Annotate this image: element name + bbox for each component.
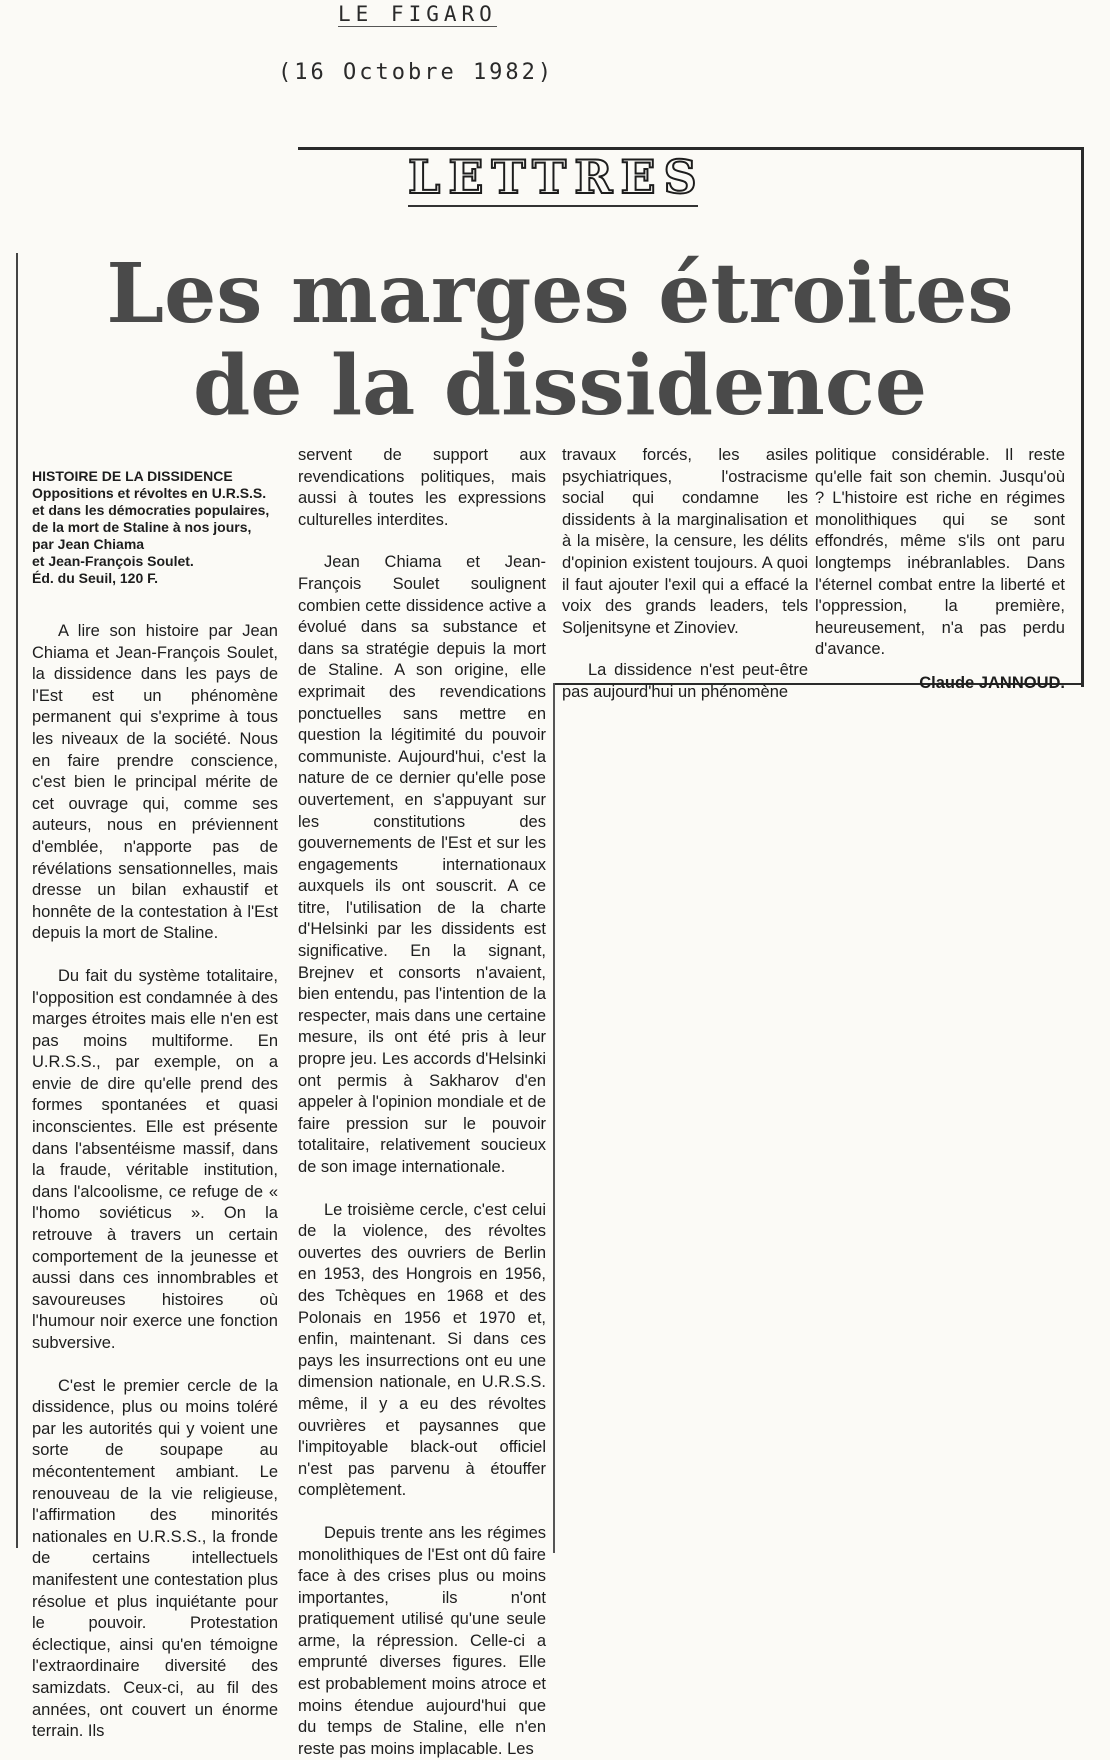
article-column-2 xyxy=(298,445,546,1760)
paragraph: La dissidence n'est peut-être pas aujourd'hui un phénomène xyxy=(562,661,808,701)
paragraph: Le troisième cercle, c'est celui de la violence, des révoltes ouvertes des ouvriers de Berlin en 1953, des Hongrois en 1956, des Tchèques en 1968 et des Polonais en 1956 et 1970 et, enfin, maintenant. Si dans ces pays les insurrections ont eu une dimension nationale, en U.R.S.S. même, il y a eu des révoltes ouvrières et paysannes que l'impitoyable black-out officiel n'est pas parvenu à étouffer complètement. xyxy=(298,1200,546,1500)
paragraph: C'est le premier cercle de la dissidence, plus ou moins toléré par les autorités qui y voient une sorte de soupape au mécontentement ambiant. Le renouveau de la vie religieuse, l'affirmation des minorités nationales en U.R.S.S., la fronde de certains intellectuels manifestent une contestation plus résolue et plus inquiétante pour le pouvoir. Protestation éclectique, ainsi qu'en témoigne l'extraordinaire diversité des samizdats. Ceux-ci, au fil des années, ont couvert un énorme terrain. Ils xyxy=(32,1376,278,1741)
book-authors-2: et Jean-François Soulet. xyxy=(32,553,194,569)
headline xyxy=(40,248,1080,432)
column-divider-rule xyxy=(553,683,555,1553)
article-column-1 xyxy=(32,468,278,1743)
paragraph: travaux forcés, les asiles psychiatriques, l'ostracisme social qui condamne les dissidents à la marginalisation et à la misère, la censure, les délits d'opinion existent toujours. A quoi il faut ajouter l'exil qui a effacé la voix des grands leaders, tels Soljenitsyne et Zinoviev. xyxy=(562,446,808,637)
publication-date: (16 Octobre 1982) xyxy=(278,60,555,85)
author-signature: Claude JANNOUD. xyxy=(919,673,1065,692)
book-title: Oppositions et révoltes en U.R.S.S. et dans les démocraties populaires, de la mort de Staline à nos jours, xyxy=(32,485,270,535)
paragraph: servent de support aux revendications politiques, mais aussi à toutes les expressions culturelles interdites. xyxy=(298,446,546,529)
right-rule xyxy=(1081,147,1084,687)
book-info xyxy=(32,468,278,587)
paragraph: politique considérable. Il reste qu'elle fait son chemin. Jusqu'où ? L'histoire est riche en régimes monolithiques qui se sont effondrés, même s'ils ont paru longtemps inébranlables. Dans l'éternel combat entre la liberté et l'oppression, la première, heureusement, n'a pas perdu d'avance. xyxy=(815,446,1065,659)
book-publisher: Éd. du Seuil, 120 F. xyxy=(32,570,159,586)
paragraph: Jean Chiama et Jean-François Soulet soulignent combien cette dissidence active a évolué dans sa substance et dans sa stratégie depuis la mort de Staline. A son origine, elle exprimait des revendications ponctuelles sans mettre en question la légitimité du pouvoir communiste. Aujourd'hui, c'est la nature de ce dernier qu'elle pose ouvertement, en s'appuyant sur les constitutions des gouvernements de l'Est et sur les engagements internationaux auxquels ils ont souscrit. A ce titre, l'utilisation de la charte d'Helsinki par les dissidents est significative. En la signant, Brejnev et consorts n'avaient, bien entendu, pas l'intention de la respecter, mais dans une certaine mesure, ils ont été pris à leur propre jeu. Les accords d'Helsinki ont permis à Sakharov d'en appeler à l'opinion mondiale et de faire pression sur le pouvoir totalitaire, relativement soucieux de son image internationale. xyxy=(298,553,546,1176)
section-label: LETTRES xyxy=(408,150,705,204)
paragraph: A lire son histoire par Jean Chiama et Jean-François Soulet, la dissidence dans les pays de l'Est est un phénomène permanent qui s'exprime à tous les niveaux de la société. Nous en faire prendre conscience, c'est bien le principal mérite de cet ouvrage qui, comme ses auteurs, nous en préviennent d'emblée, n'apporte pas de révélations sensationnelles, mais dresse un bilan exhaustif et honnête de la contestation à l'Est depuis la mort de Staline. xyxy=(32,622,278,943)
article-column-4 xyxy=(815,445,1065,695)
left-rule xyxy=(16,253,18,1548)
book-authors-1: par Jean Chiama xyxy=(32,536,145,552)
paragraph: Depuis trente ans les régimes monolithiques de l'Est ont dû faire face à des crises plus ou moins importantes, ils n'ont pratiquement utilisé qu'une seule arme, la répression. Celle-ci a emprunté diverses figures. Elle est probablement moins atroce et moins étendue aujourd'hui que du temps de Staline, elle n'en reste pas moins implacable. Les xyxy=(298,1523,546,1758)
section-underline xyxy=(408,205,698,207)
headline-line-1: Les marges étroites xyxy=(106,246,1014,342)
paragraph: Du fait du système totalitaire, l'opposition est condamnée à des marges étroites mais elle n'en est pas moins multiforme. En U.R.S.S., par exemple, on a envie de dire qu'elle prend des formes spontanées et quasi inconscientes. Elle est présente dans l'absentéisme massif, dans la fraude, véritable institution, dans l'alcoolisme, ce refuge de « l'homo soviéticus ». On la retrouve à travers un certain comportement de la jeunesse et aussi dans ces innombrables et savoureuses histoires où l'humour noir exerce une fonction subversive. xyxy=(32,966,278,1352)
newspaper-name: LE FIGARO xyxy=(338,2,497,26)
headline-line-2: de la dissidence xyxy=(192,338,928,434)
book-category: HISTOIRE DE LA DISSIDENCE xyxy=(32,468,233,484)
article-column-3 xyxy=(562,445,808,704)
